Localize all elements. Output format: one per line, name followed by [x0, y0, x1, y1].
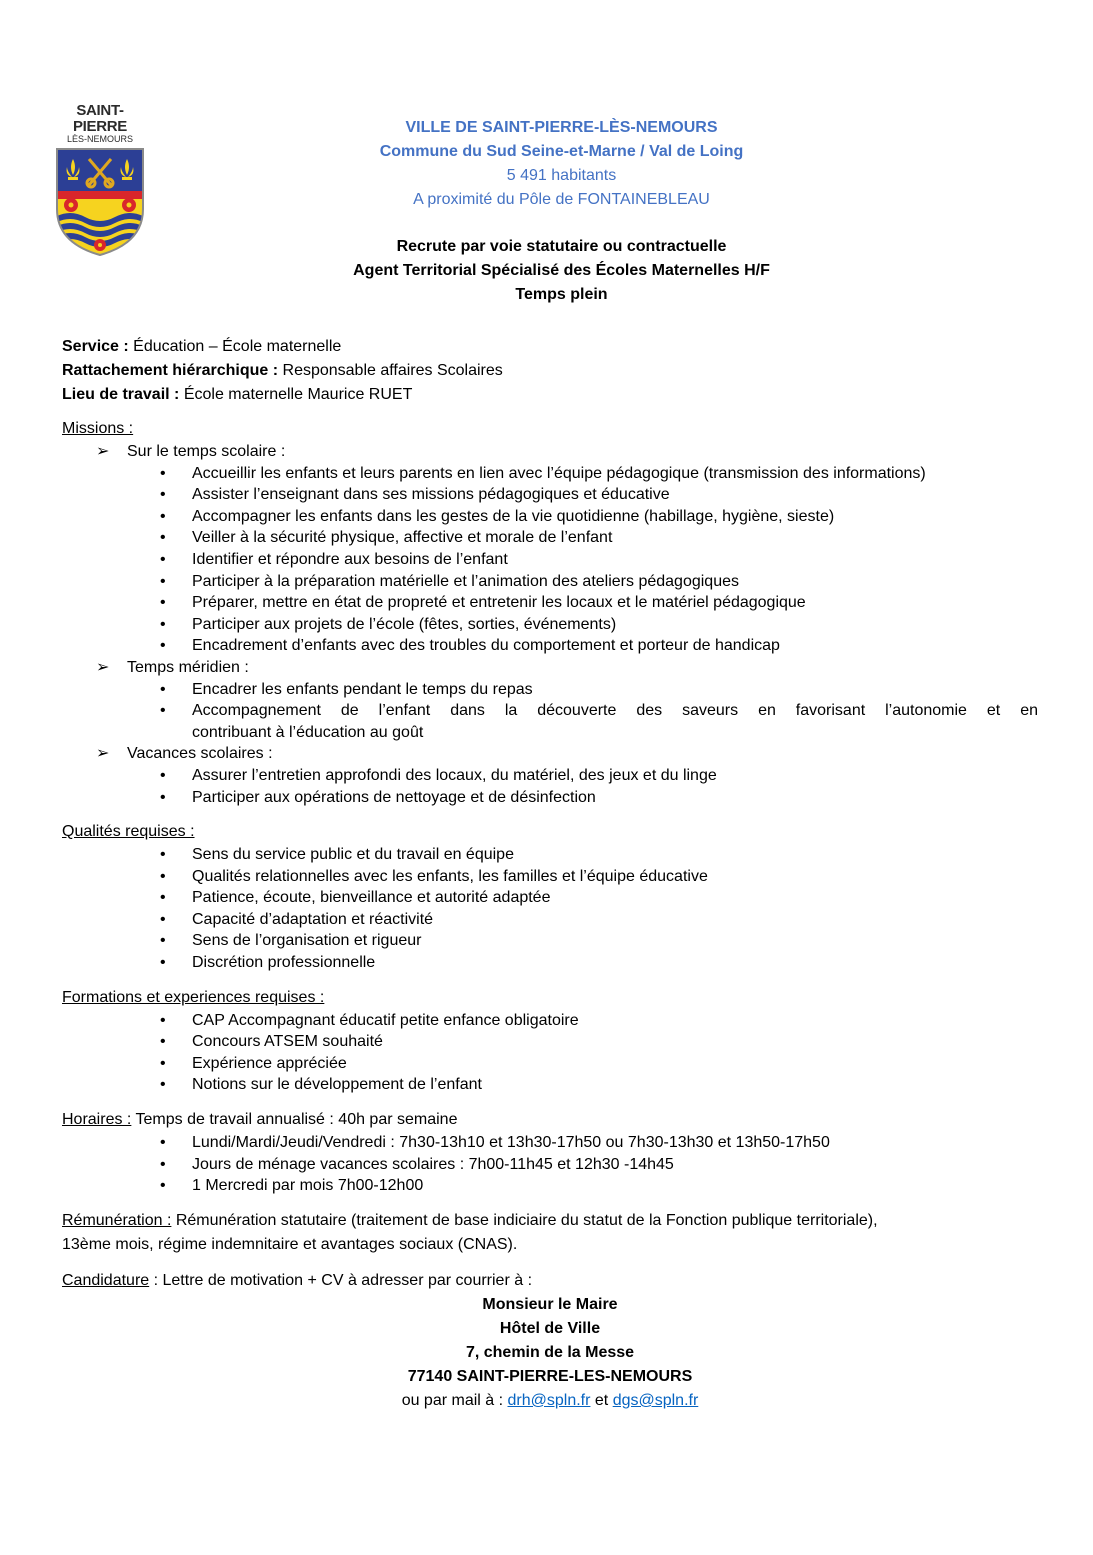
- list-item: [62, 844, 1038, 866]
- logo-name-line2: LÈS-NEMOURS: [66, 134, 133, 144]
- list-item-text: Accueillir les enfants et leurs parents en lien avec l’équipe pédagogique (transmission des informations): [192, 464, 926, 482]
- list-item: [62, 952, 1038, 974]
- email-link-drh[interactable]: drh@spln.fr: [507, 1391, 591, 1409]
- list-item: [62, 1010, 1038, 1032]
- email-link-dgs[interactable]: dgs@spln.fr: [612, 1391, 699, 1409]
- lieu-value: École maternelle Maurice RUET: [179, 386, 413, 403]
- remuneration-line1: Rémunération : Rémunération statutaire (traitement de base indiciaire du statut de la Fonction publique territoriale),: [62, 1211, 878, 1229]
- list-item-text: Encadrement d’enfants avec des troubles du comportement et porteur de handicap: [192, 637, 780, 655]
- bullet-icon: •: [160, 464, 166, 482]
- list-item: [62, 635, 1038, 657]
- formations-list: [62, 1010, 1038, 1096]
- list-item-text: Préparer, mettre en état de propreté et entretenir les locaux et le matériel pédagogique: [192, 594, 806, 612]
- bullet-icon: •: [160, 507, 166, 525]
- list-item-text: Capacité d’adaptation et réactivité: [192, 910, 434, 928]
- bullet-icon: •: [160, 954, 166, 972]
- list-item: [62, 1031, 1038, 1053]
- bullet-icon: •: [160, 637, 166, 655]
- bullet-icon: •: [160, 615, 166, 633]
- missions-meridien-heading: ➢ Temps méridien :: [62, 657, 1038, 679]
- service-line: [62, 335, 1038, 359]
- list-item-text: Expérience appréciée: [192, 1054, 347, 1072]
- missions-vacances-heading: ➢ Vacances scolaires :: [62, 743, 1038, 765]
- job-title: Agent Territorial Spécialisé des Écoles Maternelles H/F: [353, 262, 770, 279]
- address-line: Hôtel de Ville: [499, 1319, 601, 1337]
- list-item: [62, 1175, 1038, 1197]
- rattachement-label: Rattachement hiérarchique :: [62, 362, 279, 379]
- bullet-icon: •: [160, 594, 166, 612]
- list-item: [62, 1154, 1038, 1176]
- list-item: [62, 463, 1038, 485]
- arrow-icon: ➢: [96, 658, 110, 676]
- list-item-text: Patience, écoute, bienveillance et autorité adaptée: [192, 889, 551, 907]
- bullet-icon: •: [160, 788, 166, 806]
- bullet-icon: •: [160, 486, 166, 504]
- bullet-icon: •: [160, 529, 166, 547]
- formations-heading: Formations et experiences requises :: [62, 988, 325, 1006]
- list-item-text: Accompagner les enfants dans les gestes de la vie quotidienne (habillage, hygiène, sieste): [192, 507, 835, 525]
- list-item-text: Participer aux opérations de nettoyage et de désinfection: [192, 788, 596, 806]
- bullet-icon: •: [160, 846, 166, 864]
- list-item-text: Veiller à la sécurité physique, affective et morale de l’enfant: [192, 529, 613, 547]
- list-item: [62, 887, 1038, 909]
- list-item-text: Sens de l’organisation et rigueur: [192, 932, 422, 950]
- bullet-icon: •: [160, 910, 166, 928]
- list-item: [62, 1053, 1038, 1075]
- rattachement-value: Responsable affaires Scolaires: [278, 362, 503, 379]
- town-proximity: A proximité du Pôle de FONTAINEBLEAU: [413, 191, 710, 208]
- rattachement-line: [62, 359, 1038, 383]
- list-item: [62, 1074, 1038, 1096]
- missions-heading: Missions :: [62, 420, 134, 437]
- list-item-text: Discrétion professionnelle: [192, 954, 376, 972]
- list-item-text: Identifier et répondre aux besoins de l’enfant: [192, 550, 508, 568]
- job-description: [62, 335, 1038, 1413]
- list-item: [62, 527, 1038, 549]
- qualites-list: [62, 844, 1038, 974]
- list-item-text: Notions sur le développement de l’enfant: [192, 1076, 482, 1094]
- candidature-line: Candidature : Lettre de motivation + CV à adresser par courrier à :: [62, 1271, 533, 1289]
- missions-scolaire-list: [62, 463, 1038, 657]
- bullet-icon: •: [160, 1033, 166, 1051]
- service-value: Éducation – École maternelle: [128, 338, 342, 355]
- qualites-heading: Qualités requises :: [62, 823, 195, 841]
- bullet-icon: •: [160, 867, 166, 885]
- bullet-icon: •: [160, 680, 166, 698]
- lieu-line: [62, 383, 1038, 407]
- address-line: Monsieur le Maire: [482, 1295, 618, 1313]
- missions-vacances-list: [62, 765, 1038, 808]
- bullet-icon: •: [160, 1076, 166, 1094]
- logo-name-line1: SAINT-PIERRE: [72, 102, 128, 135]
- list-item-text: Assurer l’entretien approfondi des locaux, du matériel, des jeux et du linge: [192, 766, 717, 784]
- list-item: [62, 484, 1038, 506]
- list-item: [62, 549, 1038, 571]
- bullet-icon: •: [160, 1177, 166, 1195]
- bullet-icon: •: [160, 572, 166, 590]
- bullet-icon: •: [160, 1155, 166, 1173]
- bullet-icon: •: [160, 766, 166, 784]
- list-item: [62, 592, 1038, 614]
- town-header: [0, 116, 1093, 212]
- town-name: VILLE DE SAINT-PIERRE-LÈS-NEMOURS: [405, 119, 718, 136]
- list-item: [62, 765, 1038, 787]
- list-item: [62, 506, 1038, 528]
- list-item: • Accompagnement de l’enfant dans la découverte des saveurs en favorisant l’autonomie et en contribuant à l’éducation au goût: [160, 702, 1038, 741]
- horaires-heading: Horaires : Temps de travail annualisé : 40h par semaine: [62, 1111, 458, 1129]
- recruit-mode: Recrute par voie statutaire ou contractuelle: [396, 238, 727, 255]
- bullet-icon: •: [160, 1011, 166, 1029]
- list-item-text: 1 Mercredi par mois 7h00-12h00: [192, 1177, 424, 1195]
- list-item-text: Qualités relationnelles avec les enfants, les familles et l’équipe éducative: [192, 867, 708, 885]
- remuneration-line2: 13ème mois, régime indemnitaire et avantages sociaux (CNAS).: [62, 1235, 518, 1253]
- horaires-list: [62, 1132, 1038, 1197]
- list-item-text: Lundi/Mardi/Jeudi/Vendredi : 7h30-13h10 et 13h30-17h50 ou 7h30-13h30 et 13h50-17h50: [192, 1134, 830, 1152]
- address-line: 77140 SAINT-PIERRE-LES-NEMOURS: [407, 1367, 693, 1385]
- list-item: [62, 866, 1038, 888]
- list-item-text: CAP Accompagnant éducatif petite enfance obligatoire: [192, 1011, 579, 1029]
- list-item-text: Concours ATSEM souhaité: [192, 1033, 383, 1051]
- job-title-block: [0, 235, 1093, 307]
- mail-line: ou par mail à : drh@spln.fr et dgs@spln.fr: [401, 1391, 699, 1409]
- bullet-icon: •: [160, 889, 166, 907]
- list-item: • Encadrer les enfants pendant le temps du repas: [62, 679, 1038, 701]
- list-item: [62, 930, 1038, 952]
- list-item: [62, 787, 1038, 809]
- list-item-text: Sens du service public et du travail en équipe: [192, 846, 514, 864]
- list-item: [62, 1132, 1038, 1154]
- list-item-text: Participer aux projets de l’école (fêtes, sorties, événements): [192, 615, 617, 633]
- town-population: 5 491 habitants: [506, 167, 617, 184]
- list-item-text: Assister l’enseignant dans ses missions pédagogiques et éducative: [192, 486, 670, 504]
- bullet-icon: •: [160, 1054, 166, 1072]
- list-item-text: Participer à la préparation matérielle et l’animation des ateliers pédagogiques: [192, 572, 739, 590]
- list-item: [62, 571, 1038, 593]
- arrow-icon: ➢: [96, 745, 110, 763]
- arrow-icon: ➢: [96, 443, 110, 460]
- bullet-icon: •: [160, 702, 166, 720]
- bullet-icon: •: [160, 932, 166, 950]
- address-block: [62, 1293, 1038, 1389]
- town-region: Commune du Sud Seine-et-Marne / Val de Loing: [379, 143, 744, 160]
- list-item: [62, 614, 1038, 636]
- bullet-icon: •: [160, 550, 166, 568]
- list-item-text: Jours de ménage vacances scolaires : 7h00-11h45 et 12h30 -14h45: [192, 1155, 674, 1173]
- bullet-icon: •: [160, 1134, 166, 1152]
- list-item: [62, 909, 1038, 931]
- job-time: Temps plein: [515, 286, 608, 303]
- lieu-label: Lieu de travail :: [62, 386, 180, 403]
- address-line: 7, chemin de la Messe: [465, 1343, 635, 1361]
- service-label: Service :: [62, 338, 129, 355]
- missions-scolaire-heading: ➢ Sur le temps scolaire :: [62, 441, 1038, 463]
